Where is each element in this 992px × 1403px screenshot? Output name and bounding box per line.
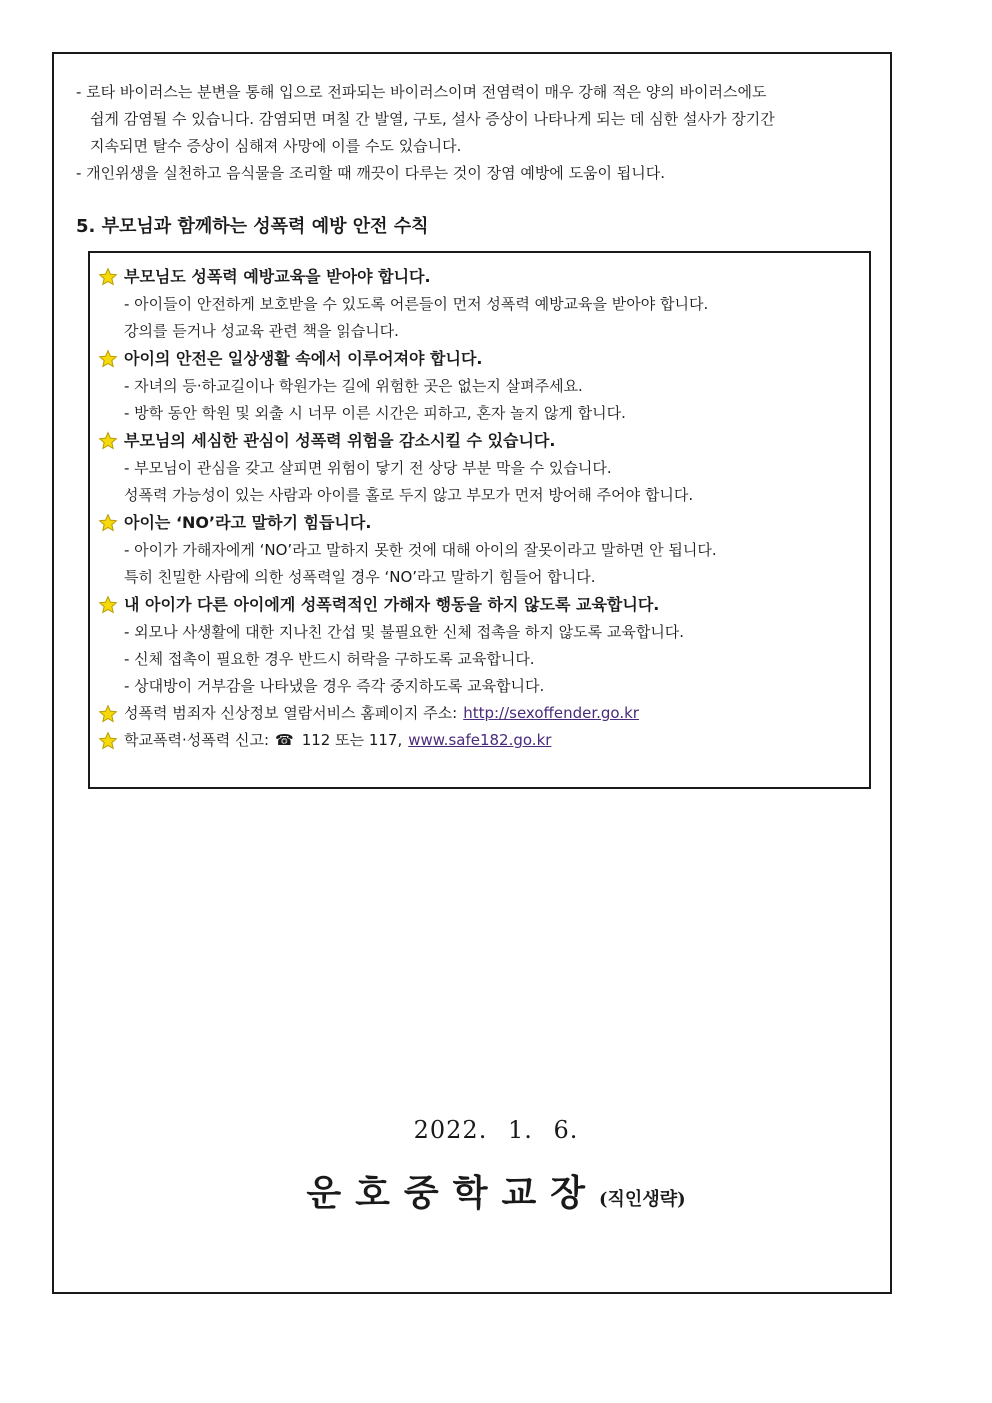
star-icon [98,267,118,287]
tip-line: 특히 친밀한 사람에 의한 성폭력일 경우 ‘NO’라고 말하기 힘들어 합니다. [124,568,596,586]
tip-heading-text: 부모님도 성폭력 예방교육을 받아야 합니다. [124,267,431,286]
intro-line: 쉽게 감염될 수 있습니다. 감염되면 며칠 간 발열, 구토, 설사 증상이 나타나게 되는 데 심한 설사가 장기간 [90,110,775,128]
star-icon [98,513,118,533]
star-icon [98,731,118,751]
star-icon [98,349,118,369]
tip-line: 강의를 듣거나 성교육 관련 책을 읽습니다. [124,322,399,340]
tip-line: - 방학 동안 학원 및 외출 시 너무 이른 시간은 피하고, 혼자 놀지 않게 합니다. [124,404,626,422]
star-icon [98,431,118,451]
star-icon [98,704,118,724]
report-numbers: 112 또는 117, [301,731,403,749]
tip-heading [98,427,869,455]
tip-line: - 신체 접촉이 필요한 경우 반드시 허락을 구하도록 교육합니다. [124,650,535,668]
document-date: 2022. 1. 6. [413,1116,579,1144]
registry-link[interactable]: http://sexoffender.go.kr [463,704,639,722]
tip-line: - 외모나 사생활에 대한 지나친 간섭 및 불필요한 신체 접촉을 하지 않도록 교육합니다. [124,623,685,641]
tip-heading-text: 아이의 안전은 일상생활 속에서 이루어져야 합니다. [124,349,483,368]
phone-icon: ☎ [275,731,294,749]
report-label: 학교폭력·성폭력 신고: [124,731,270,749]
tip-heading-text: 부모님의 세심한 관심이 성폭력 위험을 감소시킬 수 있습니다. [124,431,556,450]
tip-heading [98,591,869,619]
intro-line: - 개인위생을 실천하고 음식물을 조리할 때 깨끗이 다루는 것이 장염 예방에 도움이 됩니다. [76,164,666,182]
tip-line: - 부모님이 관심을 갖고 살피면 위험이 닿기 전 상당 부분 막을 수 있습니다. [124,459,612,477]
tip-heading [98,509,869,537]
tip-line: 성폭력 가능성이 있는 사람과 아이를 홀로 두지 않고 부모가 먼저 방어해 주어야 합니다. [124,486,694,504]
school-principal: 운호중학교장 [306,1172,600,1214]
tip-heading [98,263,869,291]
intro-line: - 로타 바이러스는 분변을 통해 입으로 전파되는 바이러스이며 전염력이 매우 강해 적은 양의 바이러스에도 [76,83,767,101]
report-link[interactable]: www.safe182.go.kr [408,731,552,749]
tip-line: - 상대방이 거부감을 나타냈을 경우 즉각 중지하도록 교육합니다. [124,677,545,695]
star-icon [98,595,118,615]
tip-line: - 자녀의 등·하교길이나 학원가는 길에 위험한 곳은 없는지 살펴주세요. [124,377,583,395]
tip-heading-text: 아이는 ‘NO’라고 말하기 힘듭니다. [124,513,372,532]
tip-line: - 아이들이 안전하게 보호받을 수 있도록 어른들이 먼저 성폭력 예방교육을 받아야 합니다. [124,295,709,313]
tip-heading-text: 내 아이가 다른 아이에게 성폭력적인 가해자 행동을 하지 않도록 교육합니다. [124,595,660,614]
registry-label: 성폭력 범죄자 신상정보 열람서비스 홈페이지 주소: [124,704,458,722]
tip-heading [98,345,869,373]
registry-info [98,700,869,727]
signature [0,1168,992,1225]
report-info [98,727,869,754]
safety-tips-box [88,251,871,789]
seal-note: (직인생략) [599,1189,686,1210]
intro-text [76,79,876,187]
intro-line: 지속되면 탈수 증상이 심해져 사망에 이를 수도 있습니다. [90,137,462,155]
section-title: 5. 부모님과 함께하는 성폭력 예방 안전 수칙 [76,216,429,237]
tip-line: - 아이가 가해자에게 ‘NO’라고 말하지 못한 것에 대해 아이의 잘못이라고 말하면 안 됩니다. [124,541,717,559]
